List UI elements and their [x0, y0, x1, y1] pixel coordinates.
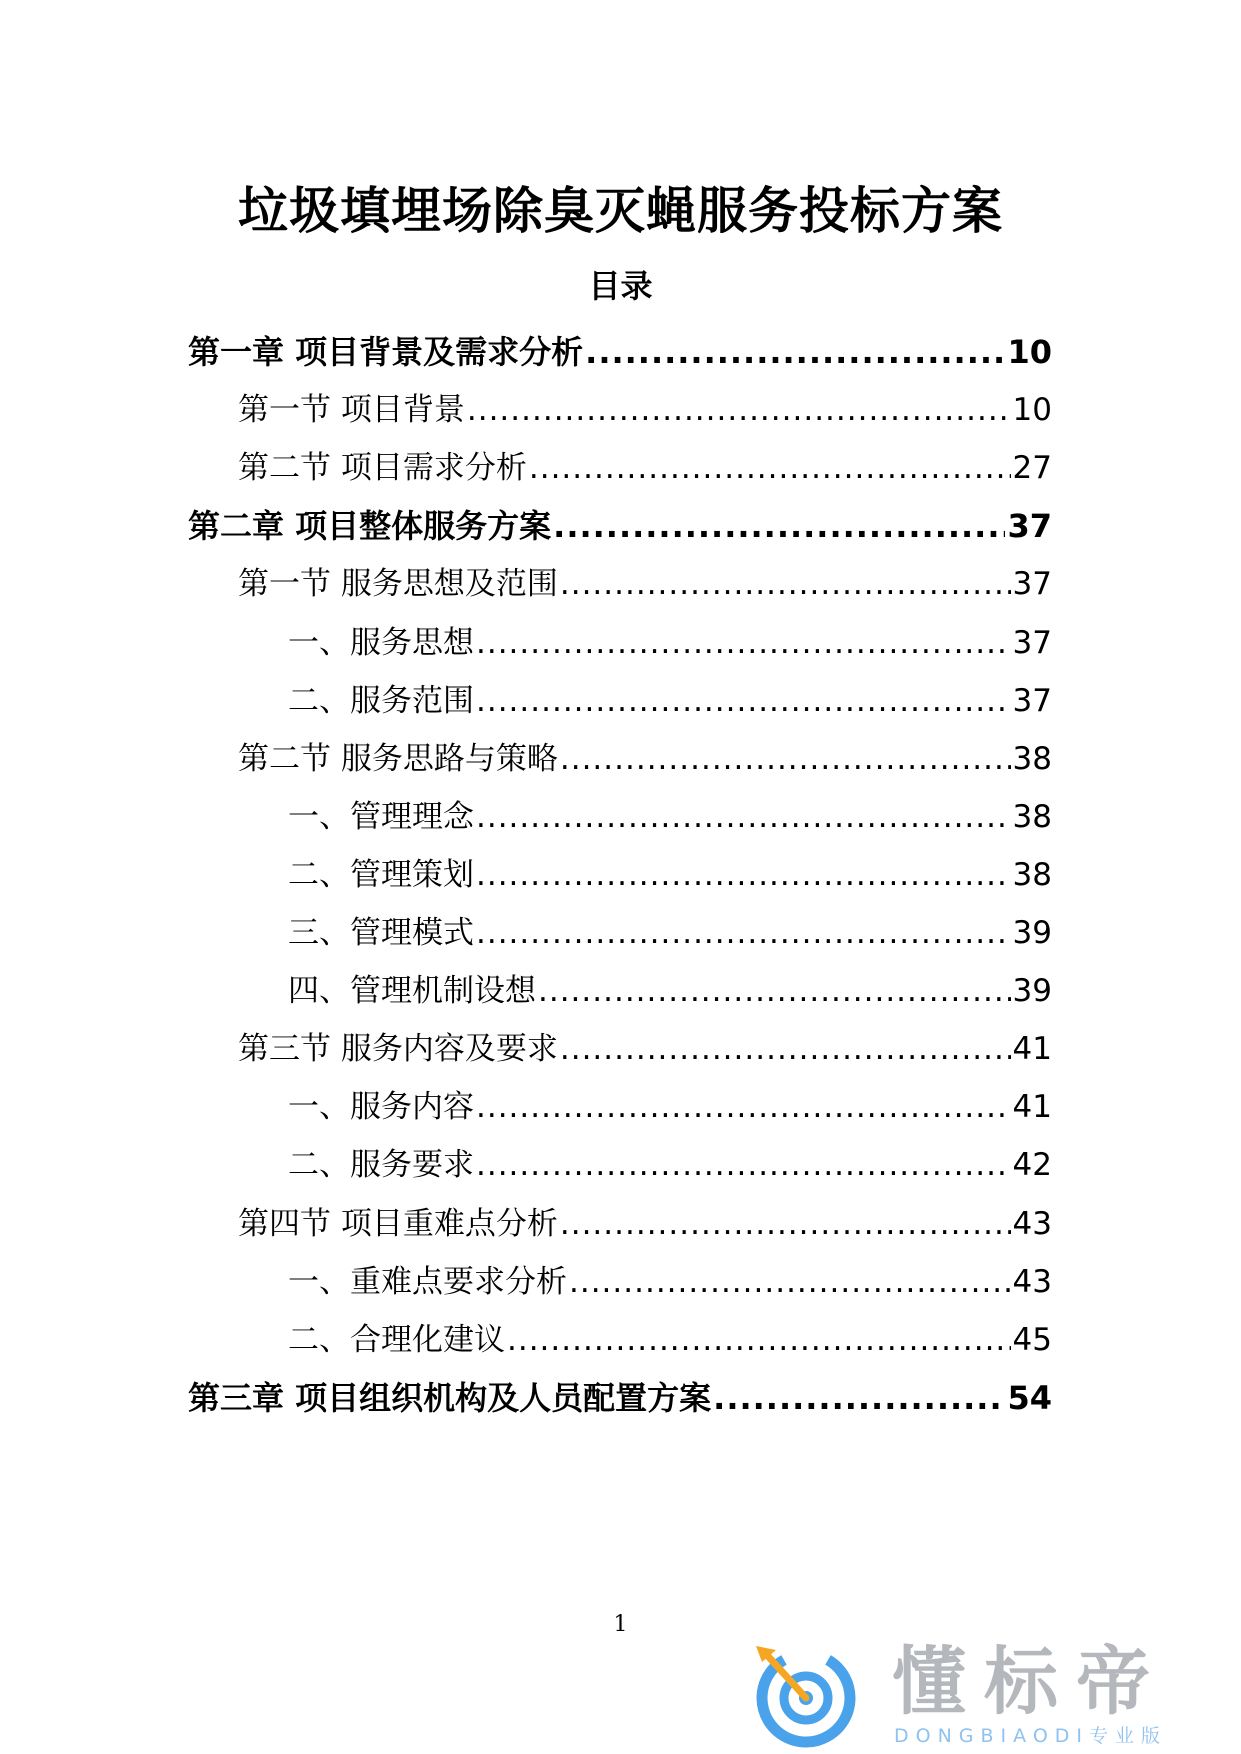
toc-dot-leader: [467, 390, 1011, 430]
toc-heading: 目录: [588, 267, 653, 305]
toc-entry-page: 37: [1012, 682, 1052, 719]
toc-dot-leader: [476, 681, 1011, 721]
toc-entry-label: 二、管理策划: [288, 856, 474, 893]
toc-entry-page: 42: [1012, 1147, 1052, 1184]
toc-entry-page: 45: [1012, 1321, 1052, 1358]
toc-entry[interactable]: [288, 1077, 1052, 1127]
toc-entry-page: 41: [1012, 1089, 1052, 1126]
toc-dot-leader: [553, 506, 1005, 546]
toc-entry-label: 二、服务范围: [288, 682, 474, 719]
toc-entry-page: 43: [1012, 1205, 1052, 1242]
toc-entry-label: 一、服务思想: [288, 624, 474, 661]
toc-entry-label: 第二章 项目整体服务方案: [188, 507, 552, 546]
toc-entry-page: 27: [1012, 450, 1052, 487]
toc-entry-label: 一、服务内容: [288, 1089, 474, 1126]
toc-entry-label: 第三章 项目组织机构及人员配置方案: [188, 1378, 712, 1417]
toc-entry-page: 10: [1012, 392, 1052, 429]
toc-entry-page: 54: [1007, 1378, 1052, 1417]
toc-dot-leader: [713, 1378, 1005, 1418]
toc-entry[interactable]: [238, 1019, 1052, 1069]
toc-entry[interactable]: [238, 729, 1052, 779]
watermark-brand: 懂标帝: [892, 1639, 1168, 1725]
toc-dot-leader: [529, 448, 1011, 488]
toc-entry[interactable]: [288, 1310, 1052, 1360]
toc-entry-label: 第一章 项目背景及需求分析: [188, 333, 584, 371]
toc-entry-page: 43: [1012, 1263, 1052, 1300]
toc-entry-page: 39: [1012, 973, 1052, 1010]
toc-dot-leader: [560, 1029, 1011, 1069]
toc-entry-label: 二、合理化建议: [288, 1321, 505, 1358]
toc-dot-leader: [476, 1145, 1011, 1185]
toc-dot-leader: [585, 332, 1005, 372]
toc-dot-leader: [476, 855, 1011, 895]
toc-entry[interactable]: [238, 554, 1052, 604]
toc-entry[interactable]: [288, 1252, 1052, 1302]
toc-entry-label: 第一节 项目背景: [238, 392, 465, 429]
toc-entry[interactable]: [288, 1135, 1052, 1185]
toc-dot-leader: [476, 1087, 1011, 1127]
toc-entry-page: 10: [1007, 333, 1052, 371]
toc-entry[interactable]: [238, 1194, 1052, 1244]
watermark: [742, 1630, 1212, 1750]
toc-dot-leader: [476, 623, 1011, 663]
toc-entry-label: 第四节 项目重难点分析: [238, 1205, 558, 1242]
toc-entry-label: 第一节 服务思想及范围: [238, 566, 558, 603]
toc-entry-label: 四、管理机制设想: [288, 973, 536, 1010]
toc-entry-page: 39: [1012, 915, 1052, 951]
document-title: 垃圾填埋场除臭灭蝇服务投标方案: [238, 182, 1003, 240]
toc-entry-page: 37: [1012, 566, 1052, 603]
toc-dot-leader: [507, 1320, 1011, 1360]
toc-entry[interactable]: [288, 961, 1052, 1011]
toc-dot-leader: [569, 1262, 1011, 1302]
toc-entry-page: 38: [1012, 740, 1052, 777]
toc-entry-label: 一、管理理念: [288, 798, 474, 835]
toc-entry-page: 38: [1012, 856, 1052, 893]
toc-entry-label: 第二节 项目需求分析: [238, 450, 527, 487]
toc-entry[interactable]: [188, 1368, 1052, 1418]
toc-entry[interactable]: [188, 496, 1052, 546]
toc-entry-page: 37: [1007, 507, 1052, 546]
toc-entry-label: 第二节 服务思路与策略: [238, 740, 558, 777]
toc-entry-label: 三、管理模式: [288, 915, 474, 951]
toc-entry[interactable]: [238, 380, 1052, 430]
toc-entry[interactable]: [288, 903, 1052, 953]
toc-dot-leader: [560, 564, 1011, 604]
toc-entry[interactable]: [288, 787, 1052, 837]
toc-dot-leader: [476, 797, 1011, 837]
toc-entry-label: 一、重难点要求分析: [288, 1263, 567, 1300]
toc-dot-leader: [560, 739, 1011, 779]
toc-entry-page: 37: [1012, 624, 1052, 661]
toc-entry-label: 二、服务要求: [288, 1147, 474, 1184]
toc-dot-leader: [538, 971, 1011, 1011]
toc-entry-page: 41: [1012, 1031, 1052, 1068]
toc-entry[interactable]: [238, 438, 1052, 488]
toc-entry[interactable]: [288, 845, 1052, 895]
watermark-subtitle: DONGBIAODI专业版: [894, 1725, 1168, 1747]
toc-entry[interactable]: [288, 671, 1052, 721]
toc-entry[interactable]: [188, 322, 1052, 372]
toc-dot-leader: [476, 913, 1011, 953]
toc-entry-page: 38: [1012, 798, 1052, 835]
target-arrow-icon: [750, 1640, 860, 1750]
toc-entry[interactable]: [288, 613, 1052, 663]
page-number: 1: [613, 1612, 628, 1637]
toc-dot-leader: [560, 1204, 1011, 1244]
toc-entry-label: 第三节 服务内容及要求: [238, 1031, 558, 1068]
